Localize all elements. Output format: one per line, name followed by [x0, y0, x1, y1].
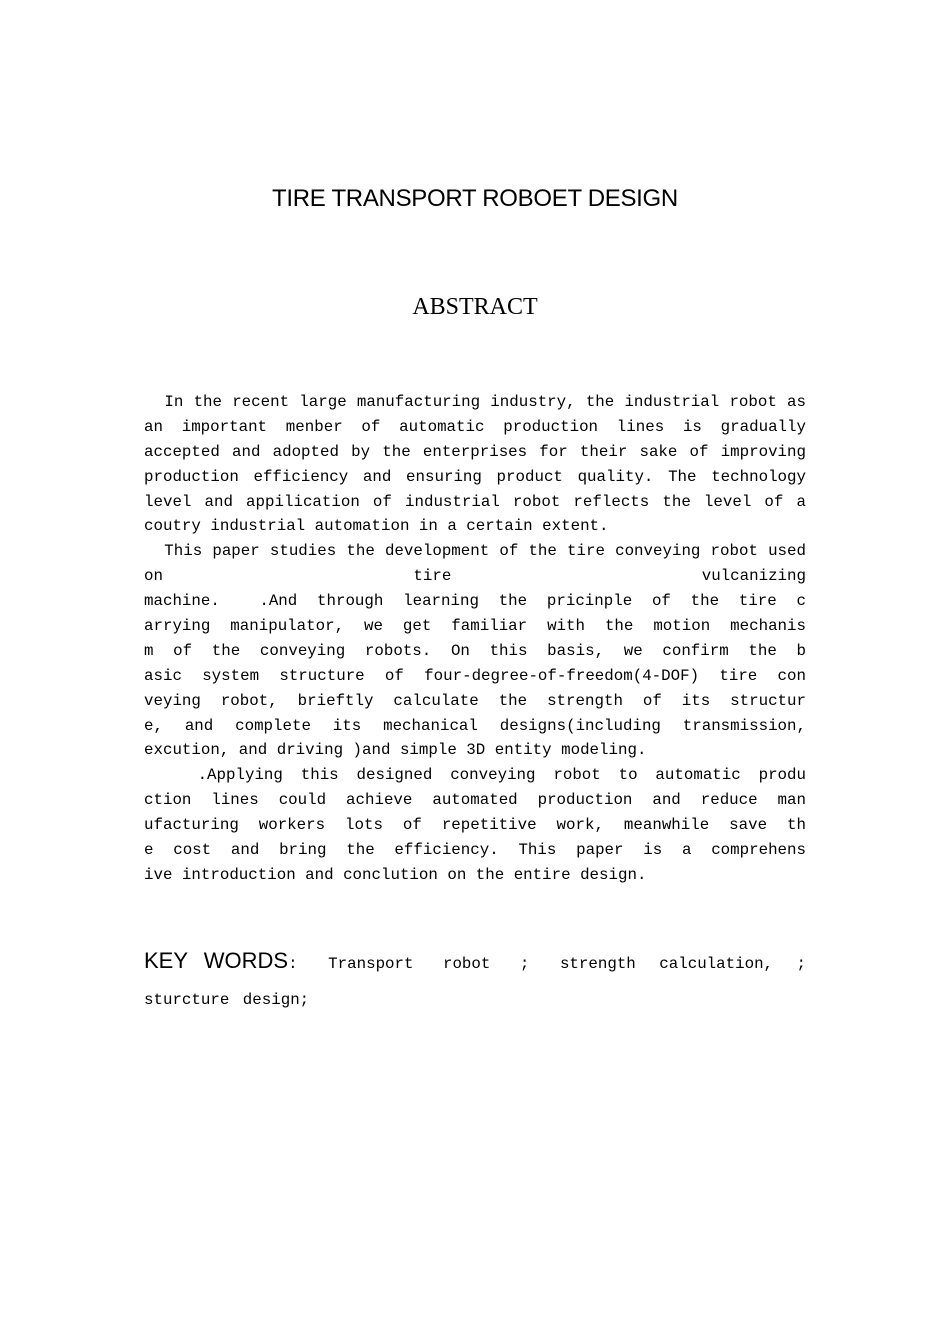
- abstract-line: This paper studies the development of the tire conveying robot used: [144, 542, 806, 561]
- keywords-line: [144, 948, 806, 978]
- abstract-line: on tire vulcanizing: [144, 567, 806, 586]
- abstract-line: production efficiency and ensuring product quality. The technology: [144, 467, 806, 486]
- abstract-line: veying robot, brieftly calculate the strength of its structur: [144, 691, 806, 710]
- abstract-line: asic system structure of four-degree-of-freedom(4-DOF) tire con: [144, 666, 806, 685]
- abstract-line: In the recent large manufacturing industry, the industrial robot as: [144, 393, 806, 411]
- abstract-heading: ABSTRACT: [412, 294, 538, 320]
- keywords-continuation: sturcture design;: [144, 991, 310, 1009]
- abstract-line: e cost and bring the efficiency. This paper is a comprehens: [144, 841, 806, 860]
- abstract-line: m of the conveying robots. On this basis, we confirm the b: [144, 641, 806, 660]
- abstract-line: excution, and driving )and simple 3D entity modeling.: [144, 741, 647, 760]
- abstract-line: arrying manipulator, we get familiar with the motion mechanis: [144, 617, 806, 636]
- abstract-line: an important menber of automatic production lines is gradually: [144, 417, 806, 436]
- keywords-label: KEY WORDS: [144, 948, 289, 973]
- keywords-colon: :: [288, 955, 298, 973]
- abstract-line: accepted and adopted by the enterprises for their sake of improving: [144, 442, 806, 461]
- abstract-line: ive introduction and conclution on the entire design.: [144, 865, 647, 884]
- keywords-label-group: [144, 948, 298, 974]
- abstract-line: coutry industrial automation in a certain extent.: [144, 517, 609, 536]
- keyword-item: Transport robot ;: [328, 955, 530, 973]
- abstract-body: [144, 390, 806, 888]
- keyword-item: strength calculation, ;: [559, 955, 806, 973]
- abstract-line: level and appilication of industrial robot reflects the level of a: [144, 492, 806, 511]
- abstract-line: machine. .And through learning the pricinple of the tire c: [144, 592, 806, 611]
- abstract-line: ction lines could achieve automated production and reduce man: [144, 791, 806, 810]
- abstract-line: e, and complete its mechanical designs(including transmission,: [144, 716, 806, 735]
- abstract-line: .Applying this designed conveying robot to automatic produ: [144, 766, 806, 785]
- abstract-line: ufacturing workers lots of repetitive work, meanwhile save th: [144, 816, 806, 835]
- document-title: TIRE TRANSPORT ROBOET DESIGN: [272, 185, 678, 212]
